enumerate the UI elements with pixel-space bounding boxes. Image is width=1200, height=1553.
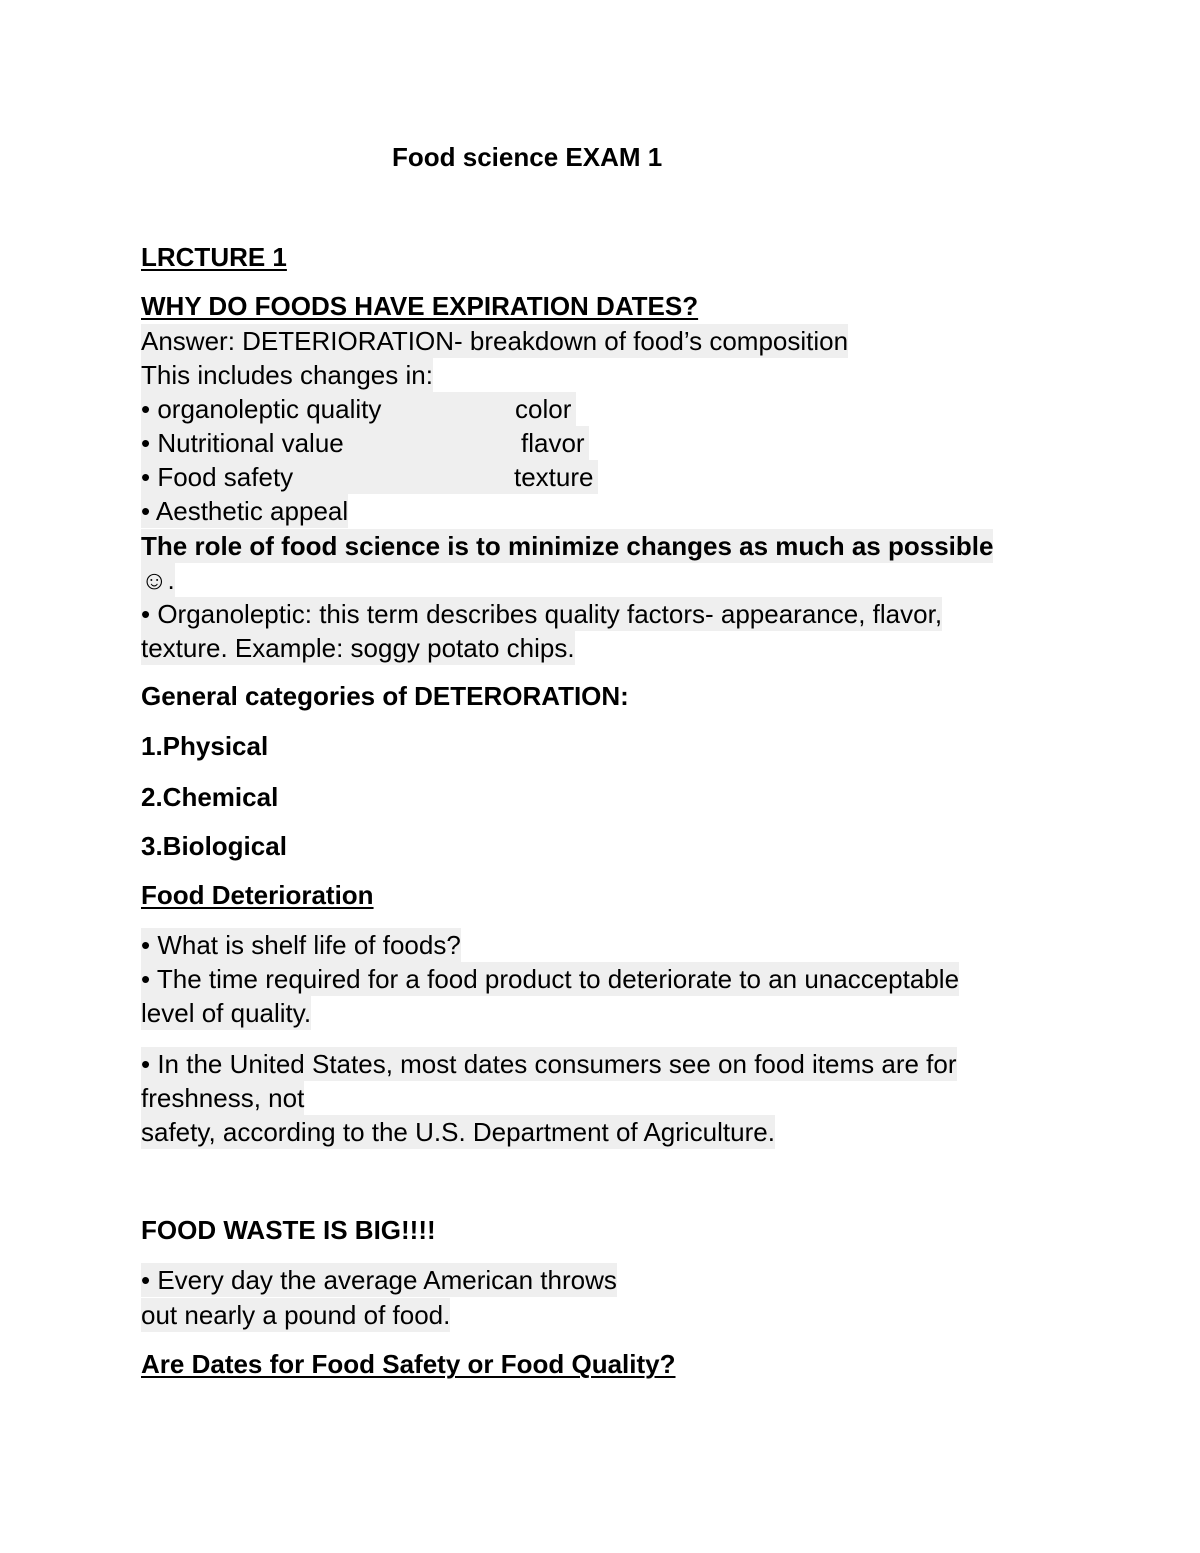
answer-text: Answer: DETERIORATION- breakdown of food’s composition [141,326,849,356]
lecture-heading: LRCTURE 1 [141,242,287,272]
shelf-life-answer: • The time required for a food product to deteriorate to an unacceptable [141,964,960,994]
shelf-life-answer-cont: level of quality. [141,998,312,1028]
category-chemical: 2.Chemical [141,782,279,812]
change-item-nutritional: • Nutritional value [141,426,576,460]
organoleptic-example: texture. Example: soggy potato chips. [141,633,575,663]
document-title: Food science EXAM 1 [392,142,663,172]
change-item-color: color [511,392,575,426]
dates-safety-quality-heading: Are Dates for Food Safety or Food Quality? [141,1349,676,1379]
expiration-question-heading: WHY DO FOODS HAVE EXPIRATION DATES? [141,291,699,321]
categories-heading: General categories of DETERORATION: [141,681,629,711]
food-waste-heading: FOOD WASTE IS BIG!!!! [141,1215,436,1245]
category-biological: 3.Biological [141,831,287,861]
change-item-organoleptic: • organoleptic quality [141,392,576,426]
food-waste-text-cont: out nearly a pound of food. [141,1300,451,1330]
change-item-texture: texture [510,460,598,494]
us-dates-text-end: safety, according to the U.S. Department of Agriculture. [141,1117,775,1147]
smiley-text: ☺. [141,565,175,595]
change-item-flavor: flavor [517,426,589,460]
role-statement: The role of food science is to minimize changes as much as possible [141,531,994,561]
change-item-food-safety: • Food safety [141,460,576,494]
category-physical: 1.Physical [141,731,269,761]
us-dates-text-cont: freshness, not [141,1083,305,1113]
change-item-aesthetic: • Aesthetic appeal [141,496,349,526]
food-waste-text: • Every day the average American throws [141,1265,617,1295]
food-deterioration-heading: Food Deterioration [141,880,374,910]
includes-text: This includes changes in: [141,360,433,390]
shelf-life-question: • What is shelf life of foods? [141,930,461,960]
organoleptic-definition: • Organoleptic: this term describes quality factors- appearance, flavor, [141,599,943,629]
us-dates-text: • In the United States, most dates consumers see on food items are for [141,1049,957,1079]
